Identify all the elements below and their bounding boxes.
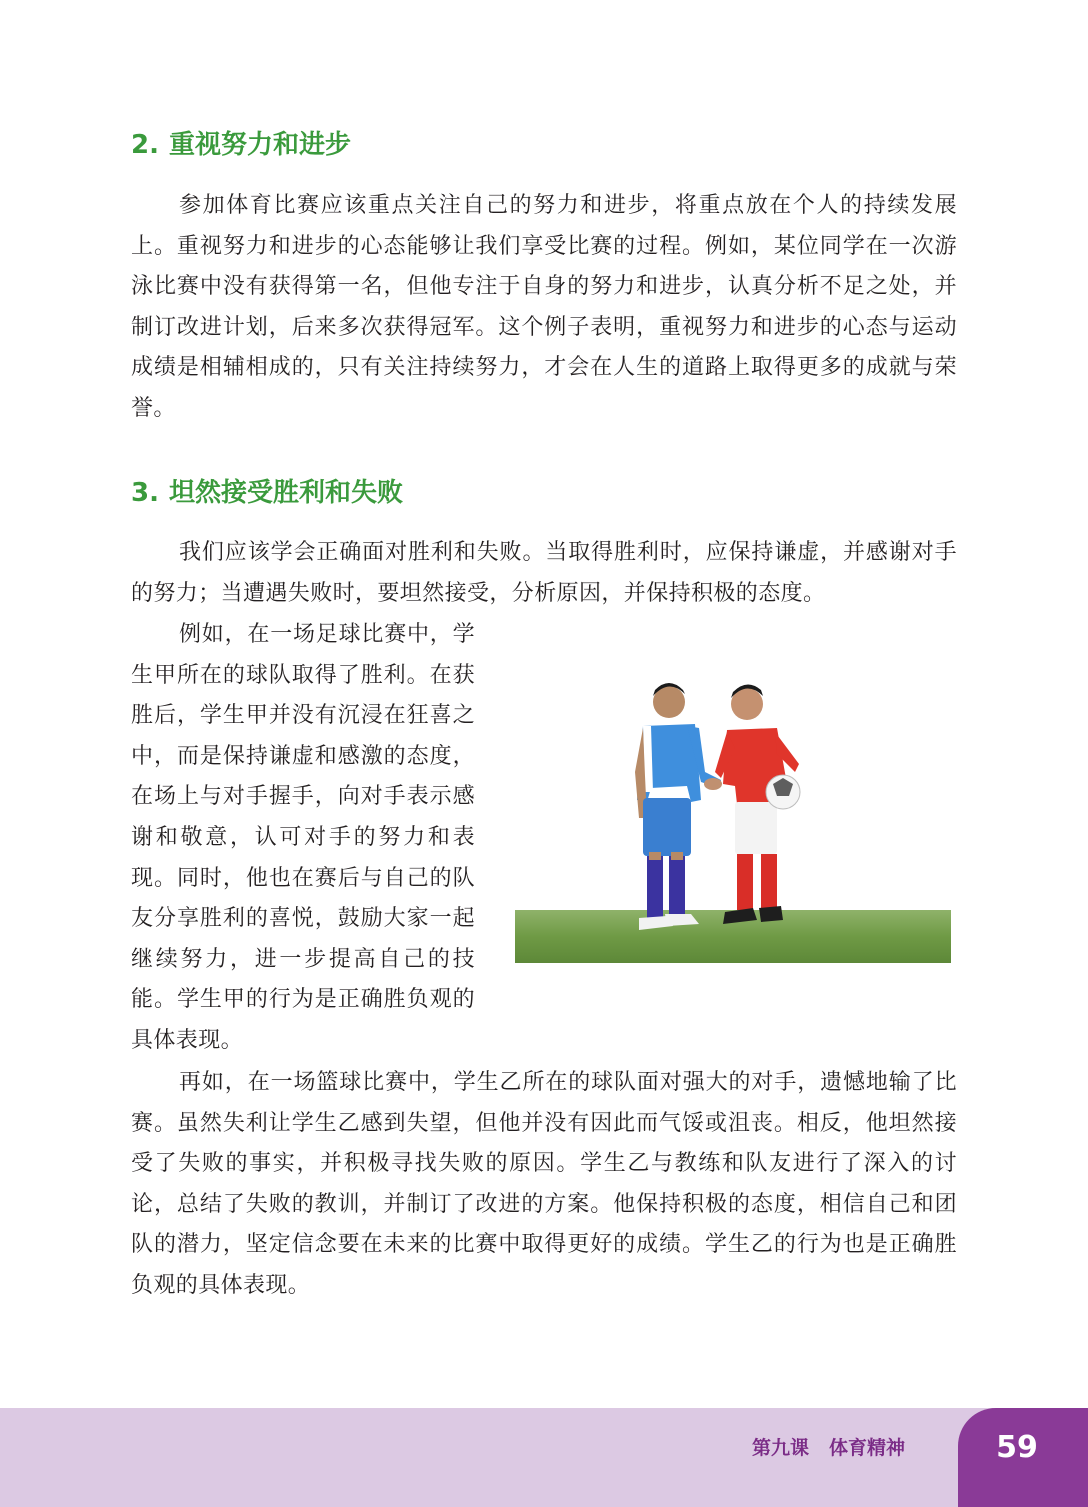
- page-number: 59: [996, 1430, 1038, 1465]
- soccer-players-handshake-illustration: [515, 668, 951, 963]
- footer-lesson-title: 体育精神: [828, 1437, 905, 1459]
- footer-lesson-number: 第九课: [751, 1437, 809, 1459]
- section-3-paragraph-basketball: 再如，在一场篮球比赛中，学生乙所在的球队面对强大的对手，遗憾地输了比赛。虽然失利让学生乙感到失望，但他并没有因此而气馁或沮丧。相反，他坦然接受了失败的事实，并积极寻找失败的原因。学生乙与教练和队友进行了深入的讨论，总结了失败的教训，并制订了改进的方案。他保持积极的态度，相信自己和团队的潜力，坚定信念要在未来的比赛中取得更好的成绩。学生乙的行为也是正确胜负观的具体表现。: [131, 1070, 957, 1298]
- section-title: 坦然接受胜利和失败: [168, 478, 403, 508]
- section-3-paragraph-intro: 我们应该学会正确面对胜利和失败。当取得胜利时，应保持谦虚，并感谢对手的努力；当遭遇失败时，要坦然接受，分析原因，并保持积极的态度。: [131, 540, 957, 606]
- footer-bar: [0, 1408, 1088, 1507]
- section-2-heading: [131, 129, 351, 161]
- footer-lesson-label: [752, 1434, 905, 1462]
- section-3-paragraph-football: 例如，在一场足球比赛中，学生甲所在的球队取得了胜利。在获胜后，学生甲并没有沉浸在狂喜之中，而是保持谦虚和感激的态度，在场上与对手握手，向对手表示感谢和敬意，认可对手的努力和表现。同时，他也在赛后与自己的队友分享胜利的喜悦，鼓励大家一起继续努力，进一步提高自己的技能。学生甲的行为是正确胜负观的具体表现。: [131, 622, 475, 1053]
- handshake-photo: [515, 668, 951, 963]
- player-red: [715, 684, 800, 924]
- section-2-paragraph: 参加体育比赛应该重点关注自己的努力和进步，将重点放在个人的持续发展上。重视努力和进步的心态能够让我们享受比赛的过程。例如，某位同学在一次游泳比赛中没有获得第一名，但他专注于自身的努力和进步，认真分析不足之处，并制订改进计划，后来多次获得冠军。这个例子表明，重视努力和进步的心态与运动成绩是相辅相成的，只有关注持续努力，才会在人生的道路上取得更多的成就与荣誉。: [131, 193, 957, 421]
- section-3-heading: [131, 477, 403, 509]
- handshake: [704, 778, 722, 790]
- section-number: 2.: [131, 130, 159, 160]
- section-number: 3.: [131, 478, 159, 508]
- section-title: 重视努力和进步: [168, 130, 351, 160]
- player-blue: [635, 683, 721, 930]
